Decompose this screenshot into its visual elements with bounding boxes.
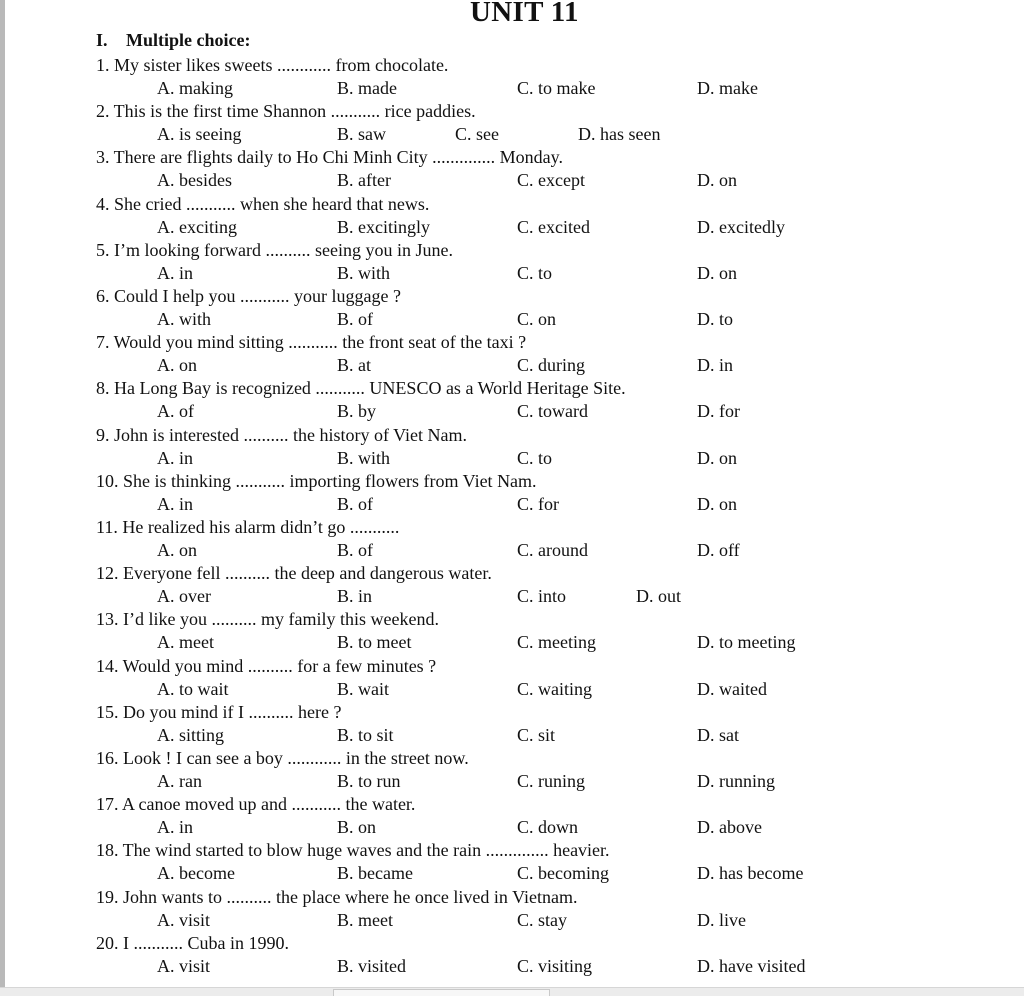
section-number: I. [96, 30, 108, 50]
answer-option: D. sat [697, 725, 739, 745]
answer-option: C. except [517, 170, 585, 190]
answer-option: D. on [697, 448, 737, 468]
question-text: 19. John wants to .......... the place where he once lived in Vietnam. [96, 887, 578, 907]
answer-option: D. has become [697, 863, 804, 883]
answer-option: C. during [517, 355, 586, 375]
answer-option: C. becoming [517, 863, 609, 883]
question-text: 8. Ha Long Bay is recognized ........... UNESCO as a World Heritage Site. [96, 378, 626, 398]
question-text: 16. Look ! I can see a boy ............ in the street now. [96, 748, 469, 768]
question-text: 14. Would you mind .......... for a few minutes ? [96, 656, 437, 676]
answer-option: A. visit [157, 910, 211, 930]
answer-option: A. to wait [157, 679, 229, 699]
question-text: 18. The wind started to blow huge waves and the rain .............. heavier. [96, 840, 610, 860]
answer-option: C. sit [517, 725, 556, 745]
answer-option: C. stay [517, 910, 568, 930]
answer-option: C. to make [517, 78, 596, 98]
answer-option: B. made [337, 78, 397, 98]
answer-option: D. in [697, 355, 733, 375]
answer-option: C. into [517, 586, 567, 606]
answer-option: A. with [157, 309, 211, 329]
question-text: 11. He realized his alarm didn’t go ........... [96, 517, 400, 537]
answer-option: C. to [517, 263, 553, 283]
question-text: 4. She cried ........... when she heard that news. [96, 194, 430, 214]
answer-option: C. for [517, 494, 559, 514]
answer-option: A. of [157, 401, 194, 421]
answer-option: C. waiting [517, 679, 592, 699]
answer-option: A. in [157, 817, 193, 837]
answer-option: D. has seen [578, 124, 661, 144]
answer-option: B. visited [337, 956, 407, 976]
question-text: 9. John is interested .......... the history of Viet Nam. [96, 425, 468, 445]
answer-option: A. in [157, 494, 193, 514]
answer-option: B. to sit [337, 725, 394, 745]
answer-option: D. on [697, 494, 737, 514]
answer-option: B. wait [337, 679, 389, 699]
question-text: 20. I ........... Cuba in 1990. [96, 933, 289, 953]
answer-option: C. around [517, 540, 588, 560]
answer-option: C. visiting [517, 956, 593, 976]
question-text: 7. Would you mind sitting ........... the front seat of the taxi ? [96, 332, 527, 352]
answer-option: B. of [337, 494, 373, 514]
page-left-edge [0, 0, 5, 996]
answer-option: C. runing [517, 771, 586, 791]
answer-option: B. with [337, 448, 391, 468]
question-text: 17. A canoe moved up and ........... the water. [96, 794, 416, 814]
answer-option: A. sitting [157, 725, 225, 745]
answer-option: D. out [636, 586, 681, 606]
question-text: 6. Could I help you ........... your luggage ? [96, 286, 401, 306]
answer-option: D. have visited [697, 956, 806, 976]
question-text: 3. There are flights daily to Ho Chi Minh City .............. Monday. [96, 147, 563, 167]
answer-option: B. saw [337, 124, 386, 144]
unit-title: UNIT 11 [470, 0, 579, 28]
answer-option: B. on [337, 817, 377, 837]
answer-option: D. off [697, 540, 740, 560]
answer-option: B. excitingly [337, 217, 430, 237]
question-text: 10. She is thinking ........... importing flowers from Viet Nam. [96, 471, 537, 491]
answer-option: A. making [157, 78, 233, 98]
answer-option: A. besides [157, 170, 232, 190]
answer-option: A. is seeing [157, 124, 242, 144]
answer-option: C. excited [517, 217, 590, 237]
answer-option: B. of [337, 309, 373, 329]
section-heading [96, 30, 250, 51]
page-scroll-thumb[interactable] [333, 989, 550, 996]
answer-option: B. at [337, 355, 371, 375]
question-text: 2. This is the first time Shannon ........... rice paddies. [96, 101, 476, 121]
answer-option: D. make [697, 78, 758, 98]
answer-option: B. to meet [337, 632, 412, 652]
answer-option: C. to [517, 448, 553, 468]
answer-option: C. toward [517, 401, 588, 421]
answer-option: B. with [337, 263, 391, 283]
answer-option: A. become [157, 863, 235, 883]
answer-option: B. to run [337, 771, 401, 791]
answer-option: B. became [337, 863, 413, 883]
answer-option: D. excitedly [697, 217, 785, 237]
answer-option: D. for [697, 401, 740, 421]
answer-option: D. to [697, 309, 733, 329]
answer-option: C. down [517, 817, 579, 837]
answer-option: A. meet [157, 632, 214, 652]
answer-option: D. waited [697, 679, 767, 699]
answer-option: C. see [455, 124, 499, 144]
answer-option: B. after [337, 170, 391, 190]
answer-option: D. to meeting [697, 632, 796, 652]
answer-option: A. ran [157, 771, 202, 791]
answer-option: A. on [157, 540, 197, 560]
answer-option: C. meeting [517, 632, 596, 652]
answer-option: A. exciting [157, 217, 237, 237]
answer-option: A. on [157, 355, 197, 375]
answer-option: C. on [517, 309, 557, 329]
answer-option: D. running [697, 771, 775, 791]
answer-option: A. over [157, 586, 211, 606]
answer-option: D. on [697, 170, 737, 190]
question-text: 1. My sister likes sweets ............ from chocolate. [96, 55, 449, 75]
answer-option: A. in [157, 263, 193, 283]
answer-option: B. in [337, 586, 373, 606]
question-text: 12. Everyone fell .......... the deep and dangerous water. [96, 563, 492, 583]
answer-option: B. by [337, 401, 377, 421]
question-text: 15. Do you mind if I .......... here ? [96, 702, 342, 722]
answer-option: D. live [697, 910, 746, 930]
answer-option: B. meet [337, 910, 393, 930]
question-text: 13. I’d like you .......... my family this weekend. [96, 609, 439, 629]
answer-option: A. visit [157, 956, 211, 976]
answer-option: B. of [337, 540, 373, 560]
answer-option: D. above [697, 817, 762, 837]
section-label: Multiple choice: [126, 30, 251, 50]
question-text: 5. I’m looking forward .......... seeing you in June. [96, 240, 453, 260]
answer-option: D. on [697, 263, 737, 283]
answer-option: A. in [157, 448, 193, 468]
